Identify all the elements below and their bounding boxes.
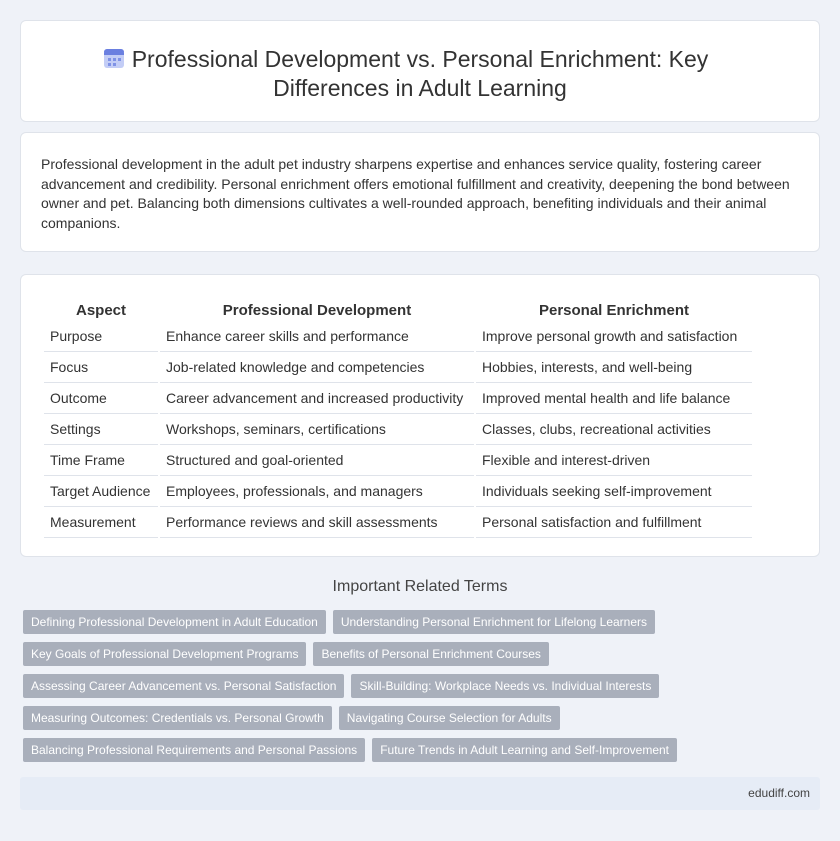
cell-personal: Personal satisfaction and fulfillment bbox=[476, 507, 752, 538]
related-term-tag[interactable]: Future Trends in Adult Learning and Self-Improvement bbox=[372, 738, 677, 762]
cell-professional: Structured and goal-oriented bbox=[160, 445, 474, 476]
related-term-tag[interactable]: Navigating Course Selection for Adults bbox=[339, 706, 560, 730]
cell-professional: Enhance career skills and performance bbox=[160, 321, 474, 352]
header-professional-development: Professional Development bbox=[222, 301, 412, 319]
intro-paragraph: Professional development in the adult pet industry sharpens expertise and enhances service quality, fostering career advancement and credibility. Personal enrichment offers emotional fulfillment and creativity, deepening the bond between owner and pet. Balancing both dimensions cultivates a well-rounded approach, benefiting individuals and their animal companions. bbox=[41, 156, 790, 231]
related-term-tag[interactable]: Skill-Building: Workplace Needs vs. Individual Interests bbox=[351, 674, 659, 698]
tag-row bbox=[23, 674, 703, 698]
cell-professional: Performance reviews and skill assessments bbox=[160, 507, 474, 538]
related-term-tag[interactable]: Benefits of Personal Enrichment Courses bbox=[313, 642, 548, 666]
tag-row bbox=[23, 642, 703, 666]
comparison-table bbox=[42, 295, 754, 538]
title-card bbox=[20, 20, 820, 122]
header-personal-enrichment: Personal Enrichment bbox=[538, 301, 690, 319]
site-name[interactable]: edudiff.com bbox=[748, 786, 810, 800]
table-header-row bbox=[44, 295, 752, 321]
cell-aspect: Purpose bbox=[44, 321, 158, 352]
cell-personal: Improve personal growth and satisfaction bbox=[476, 321, 752, 352]
comparison-table-card bbox=[20, 274, 820, 557]
table-row bbox=[44, 476, 752, 507]
header-aspect: Aspect bbox=[75, 301, 127, 319]
tag-row bbox=[23, 738, 703, 762]
cell-professional: Employees, professionals, and managers bbox=[160, 476, 474, 507]
cell-personal: Classes, clubs, recreational activities bbox=[476, 414, 752, 445]
cell-personal: Flexible and interest-driven bbox=[476, 445, 752, 476]
related-term-tag[interactable]: Understanding Personal Enrichment for Lifelong Learners bbox=[333, 610, 655, 634]
page-title: Professional Development vs. Personal Enrichment: Key Differences in Adult Learning bbox=[131, 46, 709, 101]
related-term-tag[interactable]: Key Goals of Professional Development Programs bbox=[23, 642, 306, 666]
cell-professional: Career advancement and increased productivity bbox=[160, 383, 474, 414]
cell-professional: Workshops, seminars, certifications bbox=[160, 414, 474, 445]
table-row bbox=[44, 321, 752, 352]
cell-personal: Hobbies, interests, and well-being bbox=[476, 352, 752, 383]
cell-personal: Improved mental health and life balance bbox=[476, 383, 752, 414]
related-term-tag[interactable]: Measuring Outcomes: Credentials vs. Personal Growth bbox=[23, 706, 332, 730]
cell-aspect: Measurement bbox=[44, 507, 158, 538]
tag-row bbox=[23, 610, 703, 634]
tag-row bbox=[23, 706, 703, 730]
cell-aspect: Time Frame bbox=[44, 445, 158, 476]
related-terms-list bbox=[23, 610, 703, 770]
cell-aspect: Target Audience bbox=[44, 476, 158, 507]
intro-card bbox=[20, 132, 820, 252]
table-row bbox=[44, 352, 752, 383]
related-term-tag[interactable]: Balancing Professional Requirements and Personal Passions bbox=[23, 738, 365, 762]
table-row bbox=[44, 445, 752, 476]
cell-personal: Individuals seeking self-improvement bbox=[476, 476, 752, 507]
table-row bbox=[44, 383, 752, 414]
table-row bbox=[44, 414, 752, 445]
cell-professional: Job-related knowledge and competencies bbox=[160, 352, 474, 383]
related-term-tag[interactable]: Defining Professional Development in Adult Education bbox=[23, 610, 326, 634]
footer-bar bbox=[20, 777, 820, 810]
cell-aspect: Outcome bbox=[44, 383, 158, 414]
related-terms-heading: Important Related Terms bbox=[332, 578, 508, 595]
related-term-tag[interactable]: Assessing Career Advancement vs. Personal Satisfaction bbox=[23, 674, 344, 698]
cell-aspect: Settings bbox=[44, 414, 158, 445]
cell-aspect: Focus bbox=[44, 352, 158, 383]
table-row bbox=[44, 507, 752, 538]
